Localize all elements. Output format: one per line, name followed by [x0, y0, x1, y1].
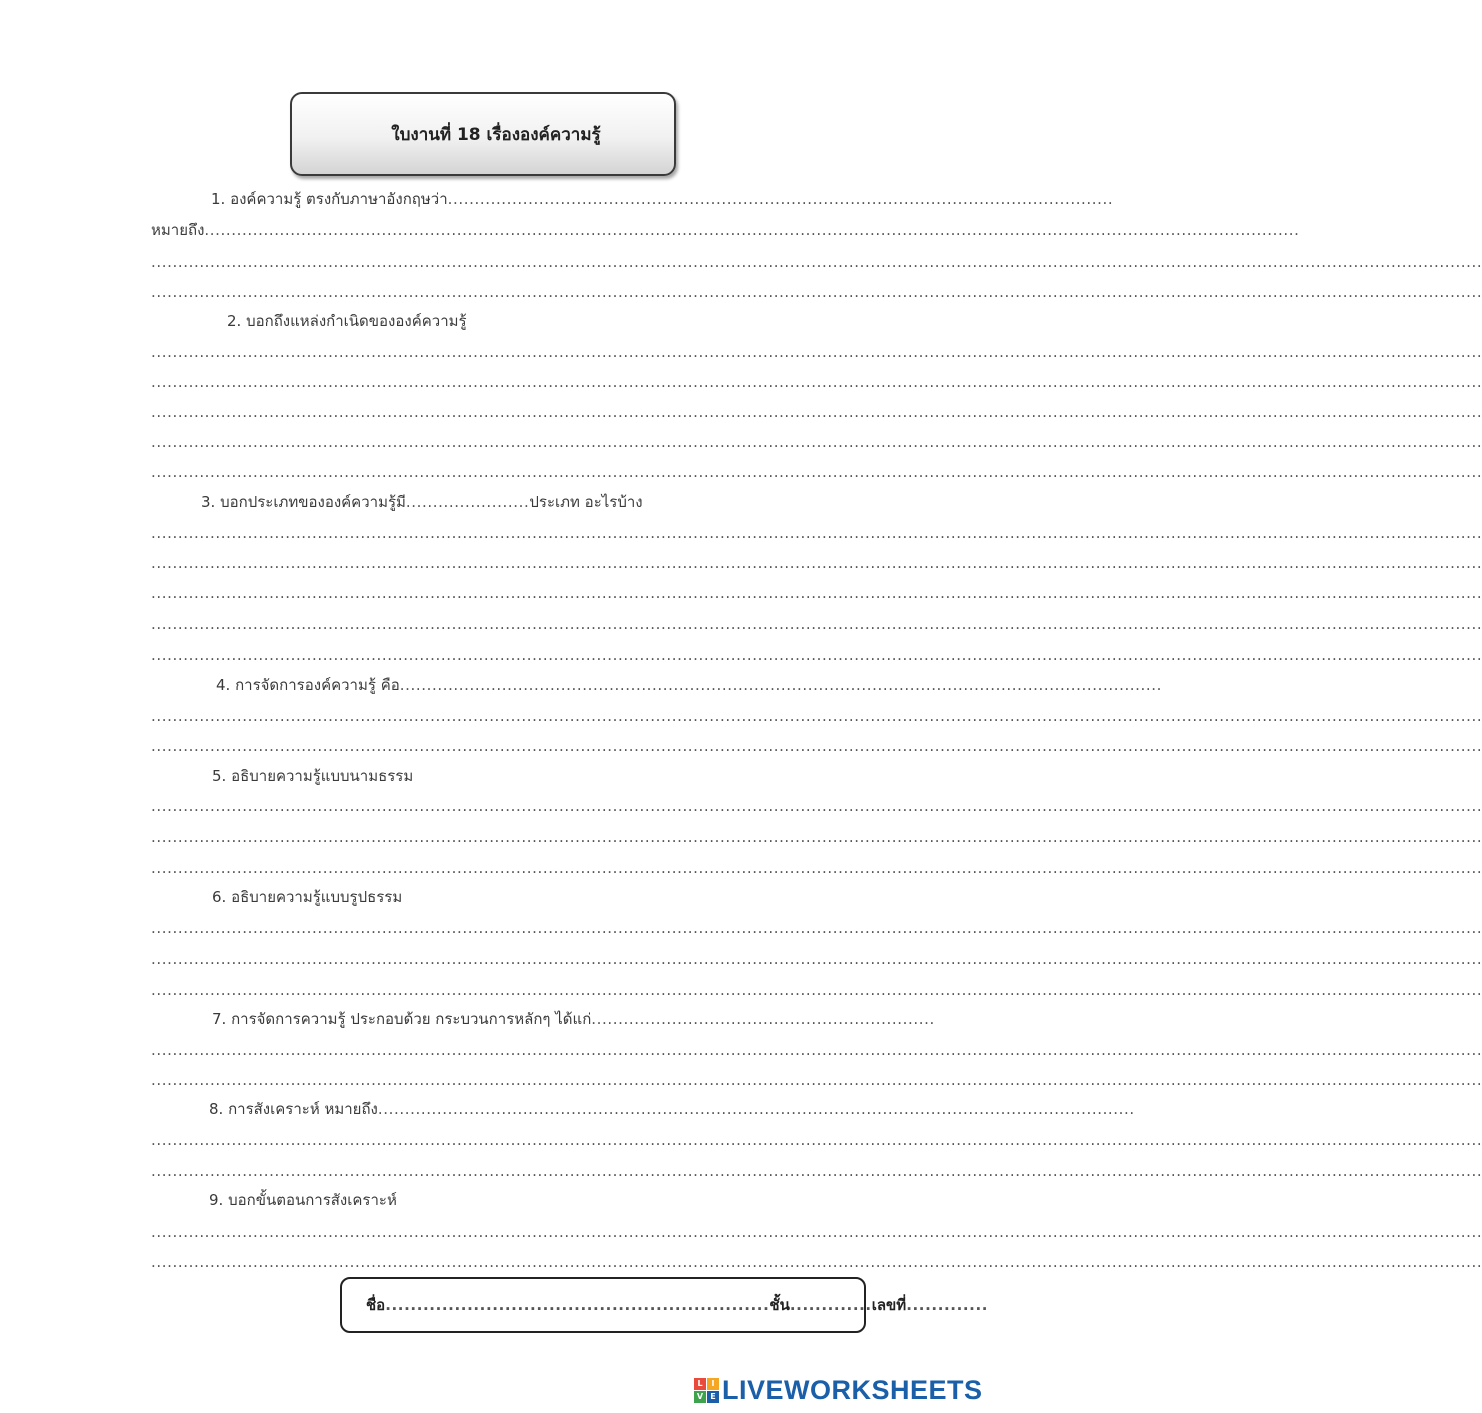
answer-line[interactable]: [151, 430, 846, 454]
answer-line[interactable]: [151, 978, 846, 1002]
answer-line[interactable]: [151, 400, 846, 424]
answer-line[interactable]: [151, 1128, 846, 1152]
answer-line[interactable]: [151, 1159, 846, 1183]
answer-line[interactable]: [151, 947, 846, 971]
answer-line[interactable]: [151, 916, 846, 940]
answer-line[interactable]: [151, 551, 846, 575]
answer-line[interactable]: [151, 1038, 846, 1062]
liveworksheets-logo: [694, 1374, 983, 1406]
logo-letter-v: V: [694, 1391, 706, 1403]
answer-line[interactable]: [151, 856, 846, 880]
number-field[interactable]: .............: [906, 1296, 989, 1314]
number-label: เลขที่: [871, 1296, 907, 1314]
question-1: 1. องค์ความรู้ ตรงกับภาษาอังกฤษว่า............................................................................................................................: [211, 190, 1114, 208]
answer-line[interactable]: [151, 280, 846, 304]
logo-letter-e: E: [707, 1391, 719, 1403]
answer-line[interactable]: [151, 581, 846, 605]
answer-line[interactable]: [151, 825, 846, 849]
logo-letter-i: I: [707, 1378, 719, 1390]
answer-line[interactable]: [151, 250, 846, 274]
question-7: 7. การจัดการความรู้ ประกอบด้วย กระบวนการหลักๆ ได้แก่................................................................: [212, 1010, 935, 1028]
question-4: 4. การจัดการองค์ความรู้ คือ..............................................................................................................................................: [216, 676, 1163, 694]
worksheet-title: ใบงานที่ 18 เรื่ององค์ความรู้: [391, 124, 601, 145]
question-2: 2. บอกถึงแหล่งกำเนิดขององค์ความรู้: [227, 312, 467, 330]
answer-line[interactable]: [151, 340, 846, 364]
worksheet-title-box: [290, 92, 676, 176]
answer-line[interactable]: [151, 370, 846, 394]
answer-line[interactable]: [151, 794, 846, 818]
name-field[interactable]: .............................................................: [385, 1296, 770, 1314]
class-field[interactable]: .............: [789, 1296, 872, 1314]
liveworksheets-icon: [694, 1378, 719, 1403]
question-8: 8. การสังเคราะห์ หมายถึง.............................................................................................................................................: [209, 1100, 1135, 1118]
answer-line[interactable]: [151, 704, 846, 728]
question-9: 9. บอกขั้นตอนการสังเคราะห์: [209, 1191, 397, 1209]
answer-line[interactable]: [151, 643, 846, 667]
name-label: ชื่อ: [366, 1296, 386, 1314]
answer-line[interactable]: [151, 1068, 846, 1092]
answer-line[interactable]: [151, 521, 846, 545]
answer-line[interactable]: [151, 734, 846, 758]
answer-line[interactable]: [151, 1220, 846, 1244]
answer-line[interactable]: [151, 1250, 846, 1274]
liveworksheets-wordmark: LIVEWORKSHEETS: [722, 1374, 983, 1405]
question-6: 6. อธิบายความรู้แบบรูปธรรม: [212, 888, 403, 906]
question-1-meaning: หมายถึง............................................................................................................................................................................................................: [151, 221, 1300, 239]
question-3: 3. บอกประเภทขององค์ความรู้มี.......................ประเภท อะไรบ้าง: [201, 493, 643, 511]
student-info-box: [340, 1277, 989, 1333]
logo-letter-l: L: [694, 1378, 706, 1390]
class-label: ชั้น: [769, 1296, 790, 1314]
question-5: 5. อธิบายความรู้แบบนามธรรม: [212, 767, 414, 785]
answer-line[interactable]: [151, 612, 846, 636]
answer-line[interactable]: [151, 460, 846, 484]
